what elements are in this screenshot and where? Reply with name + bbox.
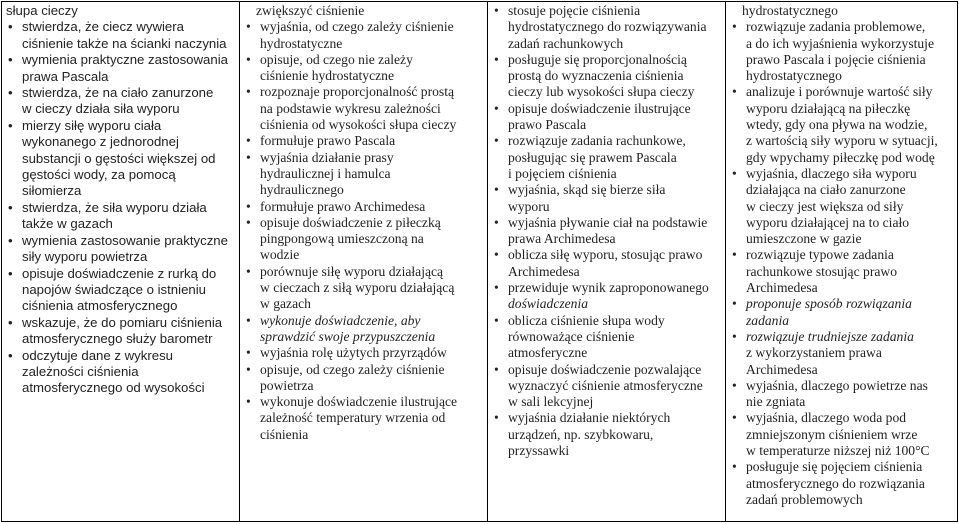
list-item-line: • stwierdza, że siła wyporu działa [22,199,207,215]
list-item-line: prawo Pascala i pojęcie ciśnienia [746,51,926,67]
list-item-line: • wskazuje, że do pomiaru ciśnienia [22,314,223,330]
list-item-line: • wyjaśnia, skąd się bierze siła [508,182,666,198]
list-item-line: gęstości wody, za pomocą [22,167,176,183]
list-item-line: • wymienia praktyczne zastosowania [22,52,228,68]
list-item-line: • porównuje siłę wyporu działającą [260,263,444,279]
list-item-line: • rozwiązuje zadania rachunkowe, [508,133,686,149]
list-item-line: • oblicza ciśnienie słupa wody [508,312,665,328]
list-item [492,362,722,411]
list-item-line: wyporu działającej na to ciało [746,214,910,230]
list-item-line: umieszczone w gazie [746,231,862,247]
list-item-line: • mierzy siłę wyporu ciała [22,117,162,133]
list-item [492,313,722,362]
list-item-line: • opisuje doświadczenie z rurką do [22,265,217,281]
list-item-line: na podstawie wykresu zależności [260,100,441,116]
list-item-line: zmniejszonym ciśnieniem wrze [746,426,918,442]
list-item-line: gdy wpychamy piłeczkę pod wodę [746,149,935,165]
list-item-line: • opisuje doświadczenie pozwalające [508,361,702,377]
column-4-list [730,19,954,508]
list-item-line: wykonanego z jednorodnej [22,134,179,150]
list-item-line: • analizuje i porównuje wartość siły [746,84,933,100]
list-item [6,315,236,348]
list-item-line: • posługuje się pojęciem ciśnienia [746,459,923,475]
list-item [492,247,722,280]
list-item-line: • wyjaśnia pływanie ciał na podstawie [508,214,708,230]
column-3-cell [488,2,726,522]
list-item-line: ciśnienia atmosferycznego [22,298,178,314]
list-item-line: z wartością siły wyporu w sytuacji, [746,133,938,149]
list-item [730,378,954,411]
list-item-line: • stwierdza, że na ciało zanurzone [22,85,214,101]
column-4-lead: hydrostatycznego [742,3,838,18]
list-item [492,182,722,215]
list-item-line: hydrostatycznego do rozwiązywania [508,19,707,35]
list-item-line: prawo Pascala [508,117,587,133]
list-item-line: zadań problemowych [746,491,863,507]
list-item [244,150,484,199]
list-item [730,84,954,165]
list-item-line: Archimedesa [508,263,580,279]
list-item-line: prostą do wyznaczenia ciśnienia [508,68,684,84]
list-item [492,215,722,248]
list-item-line: w temperaturze niższej niż 100°C [746,443,930,459]
list-item-line: • wyjaśnia, dlaczego siła wyporu [746,165,917,181]
list-item [6,200,236,233]
list-item-line: • wymienia zastosowanie praktyczne [22,232,228,248]
list-item-line: wodzie [260,247,300,263]
list-item-line: zależność temperatury wrzenia od [260,410,446,426]
list-item-line: • stosuje pojęcie ciśnienia [508,3,641,18]
list-item-line: posługując się prawem Pascala [508,149,677,165]
list-item-line: atmosferycznego służy barometr [22,331,213,347]
list-item [6,233,236,266]
column-2-lead: zwiększyć ciśnienie [256,3,365,18]
list-item-line: doświadczenia [508,296,589,312]
list-item-line: prawa Pascala [22,68,109,84]
list-item [244,19,484,52]
list-item [244,313,484,346]
list-item-line: wyporu działającą na piłeczkę [746,100,911,116]
column-2-list [244,19,484,443]
list-item-line: atmosferyczne [508,345,588,361]
list-item [244,84,484,133]
list-item [6,19,236,52]
list-item-line: wtedy, gdy ona pływa na wodzie, [746,117,928,133]
list-item-line: substancji o gęstości większej od [22,150,216,166]
table-row [2,2,958,522]
list-item [244,264,484,313]
list-item-line: • stwierdza, że ciecz wywiera [22,19,184,35]
list-item [244,362,484,395]
list-item [244,52,484,85]
requirements-table [1,1,958,522]
list-item-line: • wyjaśnia, dlaczego woda pod [746,410,907,426]
list-item-line: Archimedesa [746,280,818,296]
list-item [6,348,236,397]
list-item [244,394,484,443]
list-item-line: • posługuje się proporcjonalnością [508,51,687,67]
list-item-line: a do ich wyjaśnienia wykorzystuje [746,35,934,51]
column-1-lead: słupa cieczy [6,3,78,18]
list-item [730,329,954,378]
list-item-line: przyssawki [508,443,570,459]
list-item-line: sprawdzić swoje przypuszczenia [260,328,436,344]
list-item-line: • wyjaśnia, od czego zależy ciśnienie [260,19,454,35]
list-item-line: zadania [746,312,790,328]
list-item-line: • opisuje, od czego nie zależy [260,51,413,67]
list-item-line: • opisuje doświadczenie ilustrujące [508,100,691,116]
list-item-line: • opisuje, od czego zależy ciśnienie [260,361,445,377]
list-item-line: • wyjaśnia rolę użytych przyrządów [260,345,447,361]
list-item-line: działająca na ciało zanurzone [746,182,906,198]
list-item [492,133,722,182]
column-2-cell [240,2,488,522]
list-item-line: także w gazach [22,216,113,232]
list-item [730,296,954,329]
list-item [730,410,954,459]
list-item-line: ciśnienia [260,426,309,442]
list-item-line: siły wyporu powietrza [22,249,148,265]
list-item [6,85,236,118]
list-item-line: zadań rachunkowych [508,35,624,51]
list-item-line: • wyjaśnia działanie prasy [260,149,394,165]
list-item-line: • opisuje doświadczenie z piłeczką [260,214,441,230]
list-item-line: pingpongową umieszczoną na [260,231,424,247]
list-item-line: równoważące ciśnienie [508,328,635,344]
list-item [244,199,484,215]
list-item [244,215,484,264]
list-item-line: atmosferycznego od wysokości [22,380,205,396]
list-item [492,101,722,134]
list-item [6,118,236,200]
list-item-line: • rozwiązuje zadania problemowe, [746,19,926,35]
list-item-line: ciśnienia od wysokości słupa cieczy [260,117,457,133]
list-item-line: • przewiduje wynik zaproponowanego [508,280,709,296]
list-item [730,166,954,247]
list-item-line: siłomierza [22,183,82,199]
list-item [730,459,954,508]
list-item-line: rachunkowe stosując prawo [746,263,897,279]
list-item-line: • rozpoznaje proporcjonalność prostą [260,84,455,100]
list-item-line: • wykonuje doświadczenie ilustrujące [260,394,458,410]
column-1-list [6,19,236,396]
list-item-line: w cieczy działa siła wyporu [22,101,180,117]
list-item [730,19,954,84]
list-item-line: zależności ciśnienia [22,363,139,379]
list-item-line: nie zgniata [746,394,806,410]
list-item-line: cieczy lub wysokości słupa cieczy [508,84,695,100]
column-1-cell [2,2,240,522]
list-item [492,52,722,101]
list-item-line: hydrostatycznego [746,68,842,84]
list-item-line: w cieczach z siłą wyporu działającą [260,280,455,296]
list-item-line: wyporu [508,198,550,214]
list-item-line: powietrza [260,377,314,393]
list-item [492,3,722,52]
list-item [730,247,954,296]
list-item-line: napojów świadczące o istnieniu [22,281,207,297]
list-item-line: w gazach [260,296,311,312]
list-item [6,52,236,85]
list-item-line: atmosferycznego do rozwiązania [746,475,925,491]
list-item-line: Archimedesa [746,361,818,377]
list-item-line: wyznaczyć ciśnienie atmosferyczne [508,377,703,393]
list-item-line: w sali lekcyjnej [508,394,594,410]
list-item-line: hydrostatyczne [260,35,343,51]
list-item [6,266,236,315]
list-item-line: urządzeń, np. szybkowaru, [508,426,654,442]
list-item-line: • formułuje prawo Pascala [260,133,396,149]
list-item-line: ciśnienie hydrostatyczne [260,68,394,84]
list-item-line: • rozwiązuje typowe zadania [746,247,894,263]
list-item [492,280,722,313]
list-item-line: w cieczy jest większa od siły [746,198,904,214]
list-item-line: i pojęciem ciśnienia [508,165,617,181]
list-item-line: hydraulicznego [260,182,344,198]
list-item-line: • rozwiązuje trudniejsze zadania [746,328,914,344]
list-item-line: • formułuje prawo Archimedesa [260,198,426,214]
list-item-line: • odczytuje dane z wykresu [22,347,173,363]
list-item [244,133,484,149]
list-item-line: • wyjaśnia działanie niektórych [508,410,671,426]
list-item-line: • proponuje sposób rozwiązania [746,296,912,312]
list-item-line: • wykonuje doświadczenie, aby [260,312,421,328]
list-item [492,410,722,459]
list-item-line: z wykorzystaniem prawa [746,345,882,361]
list-item [244,345,484,361]
list-item-line: ciśnienie także na ścianki naczynia [22,35,227,51]
list-item-line: • oblicza siłę wyporu, stosując prawo [508,247,703,263]
list-item-line: prawa Archimedesa [508,231,616,247]
column-3-list [492,3,722,459]
list-item-line: hydraulicznej i hamulca [260,165,391,181]
column-4-cell [726,2,958,522]
list-item-line: • wyjaśnia, dlaczego powietrze nas [746,377,928,393]
